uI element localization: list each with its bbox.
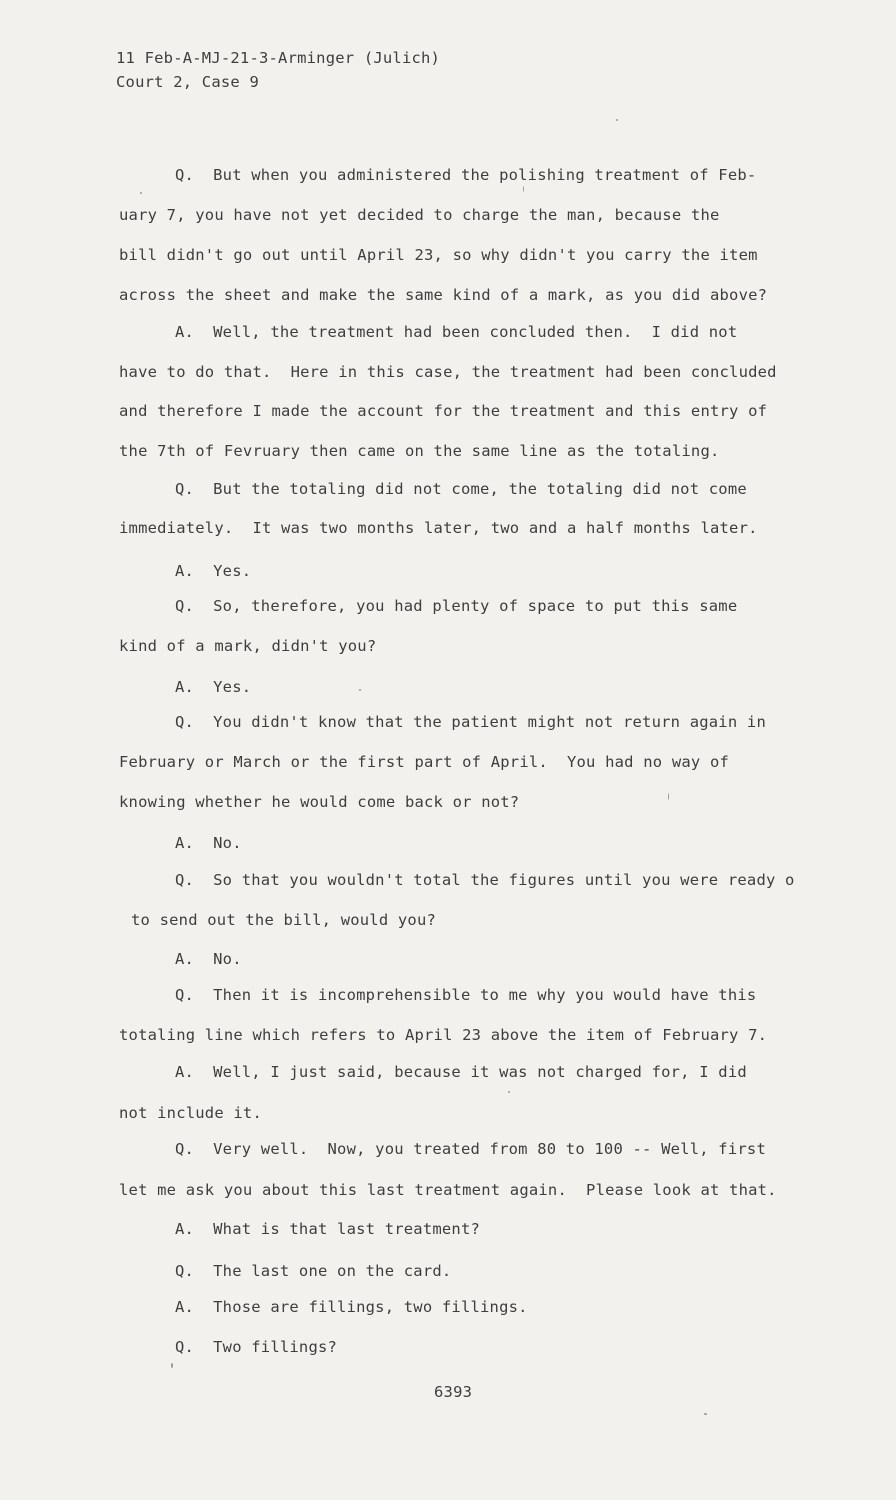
transcript-line: bill didn't go out until April 23, so why didn't you carry the item xyxy=(119,246,758,264)
transcript-line: Q. So, therefore, you had plenty of space to put this same xyxy=(175,597,738,615)
transcript-line: A. Well, I just said, because it was not charged for, I did xyxy=(175,1063,747,1081)
transcript-line: Q. The last one on the card. xyxy=(175,1262,452,1280)
transcript-line: Q. So that you wouldn't total the figures until you were ready o xyxy=(175,871,795,889)
transcript-line: A. Those are fillings, two fillings. xyxy=(175,1298,528,1316)
transcript-line: across the sheet and make the same kind of a mark, as you did above? xyxy=(119,286,768,304)
transcript-line: immediately. It was two months later, two and a half months later. xyxy=(119,519,758,537)
transcript-line: let me ask you about this last treatment again. Please look at that. xyxy=(119,1181,777,1199)
transcript-line: A. No. xyxy=(175,950,242,968)
paper-speck xyxy=(359,689,361,691)
transcript-line: totaling line which refers to April 23 above the item of February 7. xyxy=(119,1026,768,1044)
transcript-line: A. What is that last treatment? xyxy=(175,1220,481,1238)
transcript-line: Q. Then it is incomprehensible to me why you would have this xyxy=(175,986,757,1004)
paper-speck xyxy=(523,186,524,192)
transcript-line: A. No. xyxy=(175,834,242,852)
transcript-line: A. Yes. xyxy=(175,562,252,580)
transcript-line: February or March or the first part of April. You had no way of xyxy=(119,753,730,771)
transcript-line: Q. Two fillings? xyxy=(175,1338,338,1356)
paper-speck xyxy=(668,793,669,800)
transcript-line: not include it. xyxy=(119,1104,262,1122)
transcript-line: Q. But the totaling did not come, the totaling did not come xyxy=(175,480,747,498)
transcript-line: kind of a mark, didn't you? xyxy=(119,637,377,655)
page-number: 6393 xyxy=(434,1383,473,1401)
paper-speck xyxy=(508,1091,510,1093)
transcript-line: to send out the bill, would you? xyxy=(131,911,437,929)
header-case-reference: 11 Feb-A-MJ-21-3-Arminger (Julich) xyxy=(116,49,441,67)
transcript-line: Q. Very well. Now, you treated from 80 to 100 -- Well, first xyxy=(175,1140,766,1158)
paper-speck xyxy=(140,192,142,194)
transcript-line: the 7th of Fevruary then came on the same line as the totaling. xyxy=(119,442,720,460)
transcript-line: A. Yes. xyxy=(175,678,252,696)
transcript-line: knowing whether he would come back or not? xyxy=(119,793,520,811)
header-court-case: Court 2, Case 9 xyxy=(116,73,259,91)
paper-speck xyxy=(616,119,618,121)
transcript-line: and therefore I made the account for the treatment and this entry of xyxy=(119,402,768,420)
transcript-line: have to do that. Here in this case, the treatment had been concluded xyxy=(119,363,777,381)
transcript-line: uary 7, you have not yet decided to charge the man, because the xyxy=(119,206,720,224)
transcript-line: Q. But when you administered the polishing treatment of Feb- xyxy=(175,166,757,184)
paper-speck xyxy=(704,1413,707,1415)
transcript-line: Q. You didn't know that the patient might not return again in xyxy=(175,713,766,731)
transcript-line: A. Well, the treatment had been concluded then. I did not xyxy=(175,323,738,341)
paper-speck xyxy=(171,1363,173,1368)
